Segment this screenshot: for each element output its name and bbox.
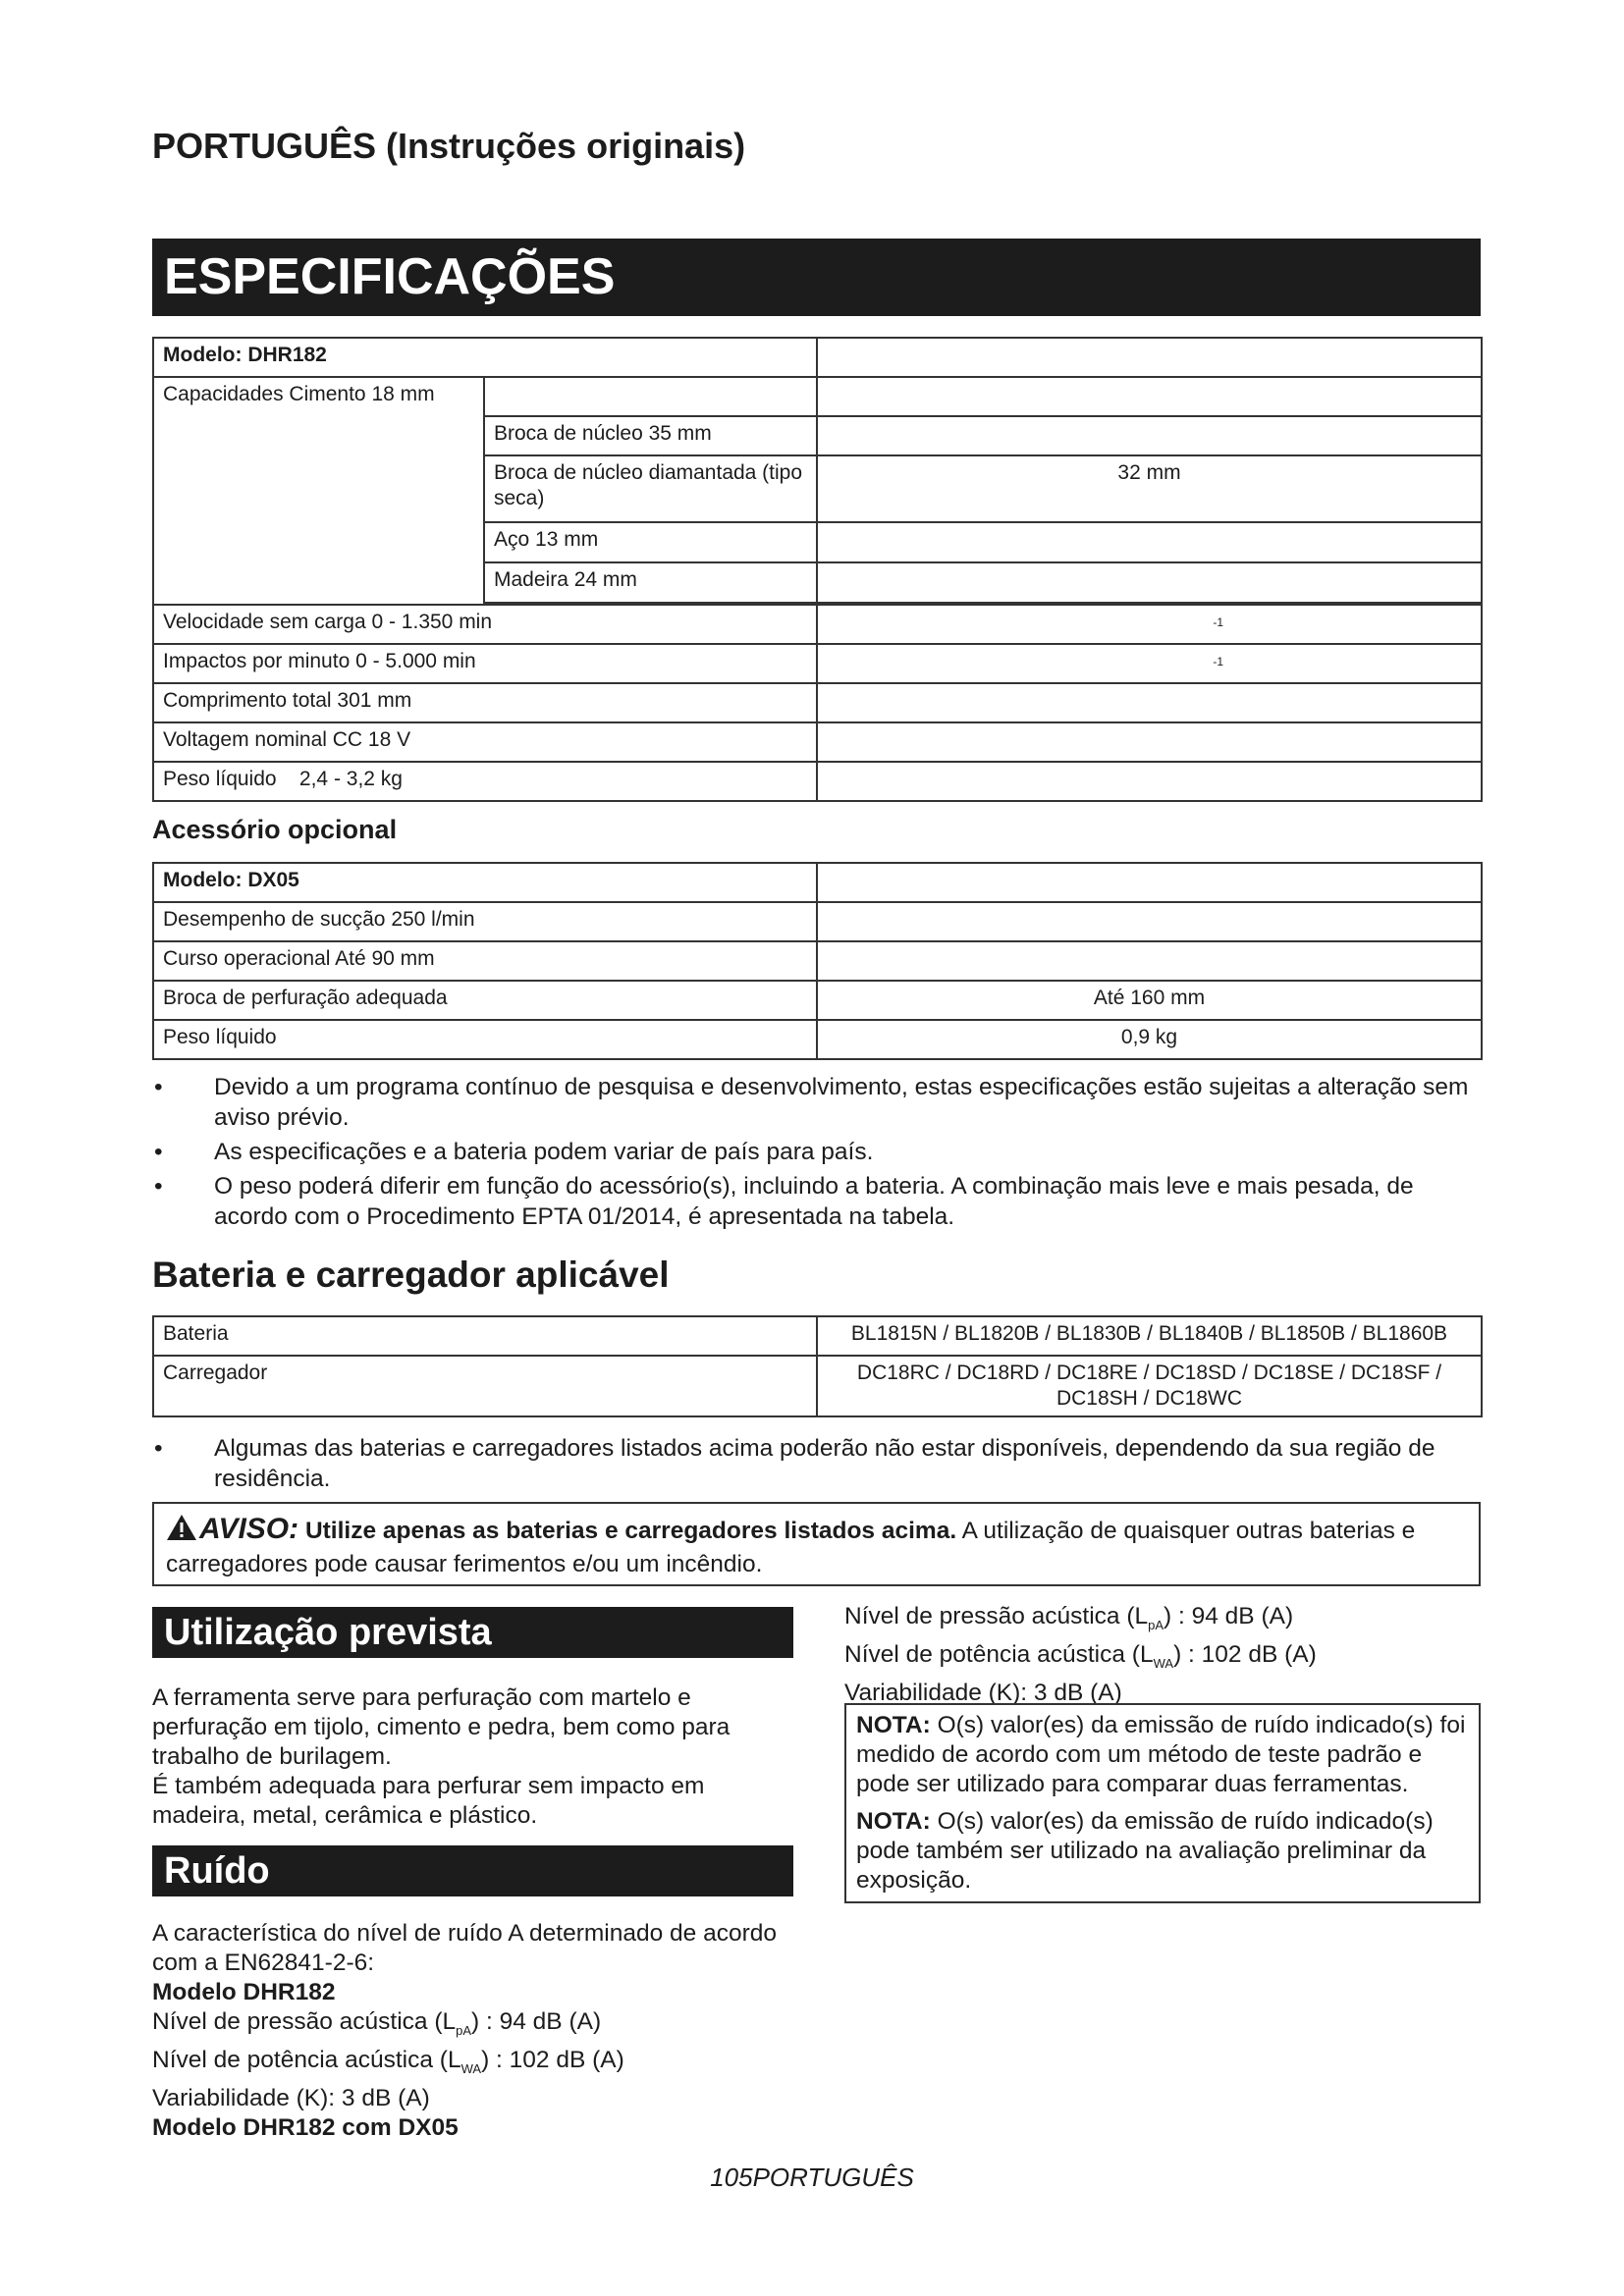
table-cell	[817, 562, 1482, 603]
impacts-label: Impactos por minuto 0 - 5.000 min	[153, 644, 817, 683]
steel-label: Aço 13 mm	[484, 522, 817, 562]
speed-label: Velocidade sem carga 0 - 1.350 min	[153, 605, 817, 644]
spec-notes-list	[152, 1072, 1481, 1236]
table-row	[153, 981, 1482, 1020]
capacities-label: Capacidades Cimento 18 mm	[153, 377, 484, 605]
note-paragraph	[856, 1807, 1469, 1896]
core-bit-label: Broca de núcleo 35 mm	[484, 416, 817, 455]
optional-accessory-heading: Acessório opcional	[152, 815, 398, 844]
suction-value	[817, 902, 1482, 941]
weight-label: Peso líquido 2,4 - 3,2 kg	[153, 762, 817, 801]
table-row	[153, 683, 1482, 722]
intended-use-banner: Utilização prevista	[152, 1607, 793, 1658]
voltage-label: Voltagem nominal CC 18 V	[153, 722, 817, 762]
list-item: • Devido a um programa contínuo de pesquisa e desenvolvimento, estas especificações estão sujeitas a alteração sem aviso prévio.	[152, 1072, 1481, 1133]
model-label: Modelo: DHR182	[153, 338, 817, 377]
intended-use-paragraph: A ferramenta serve para perfuração com martelo e perfuração em tijolo, cimento e pedra, bem como para trabalho de burilagem.	[152, 1684, 731, 1770]
charger-models: DC18RC / DC18RD / DC18RE / DC18SD / DC18SE / DC18SF / DC18SH / DC18WC	[817, 1356, 1482, 1416]
accessory-weight-value: 0,9 kg	[817, 1020, 1482, 1059]
noise-model-heading: Modelo DHR182 com DX05	[152, 2113, 459, 2141]
sound-power-value: ) : 102 dB (A)	[481, 2046, 624, 2073]
sound-power-label: Nível de potência acústica (L	[844, 1640, 1154, 1668]
table-row	[153, 377, 1482, 416]
table-row	[153, 1316, 1482, 1356]
intended-use-paragraph: É também adequada para perfurar sem impacto em madeira, metal, cerâmica e plástico.	[152, 1773, 705, 1829]
battery-notes-list	[152, 1433, 1481, 1498]
page-language-title: PORTUGUÊS (Instruções originais)	[152, 126, 746, 166]
table-cell	[484, 377, 817, 416]
table-row	[153, 722, 1482, 762]
battery-label: Bateria	[153, 1316, 817, 1356]
table-row	[153, 863, 1482, 902]
noise-text	[152, 1919, 790, 2143]
table-cell	[817, 762, 1482, 801]
accessory-table	[152, 862, 1483, 1060]
stroke-label: Curso operacional Até 90 mm	[153, 941, 817, 981]
table-cell	[817, 722, 1482, 762]
page-footer: 105PORTUGUÊS	[710, 2163, 914, 2192]
length-label: Comprimento total 301 mm	[153, 683, 817, 722]
noise-banner: Ruído	[152, 1845, 793, 1896]
table-cell	[817, 338, 1482, 377]
noise-model-heading: Modelo DHR182	[152, 1979, 336, 2005]
table-cell	[817, 377, 1482, 416]
charger-label: Carregador	[153, 1356, 817, 1416]
subscript: WA	[460, 2060, 482, 2076]
drill-bit-label: Broca de perfuração adequada	[153, 981, 817, 1020]
table-cell	[817, 863, 1482, 902]
subscript: pA	[1148, 1617, 1164, 1632]
table-cell	[817, 605, 1482, 644]
noise-intro: A característica do nível de ruído A determinado de acordo com a EN62841-2-6:	[152, 1920, 778, 1976]
note-label: NOTA:	[856, 1712, 931, 1738]
specifications-table	[152, 337, 1483, 802]
stroke-value	[817, 941, 1482, 981]
battery-charger-heading: Bateria e carregador aplicável	[152, 1255, 670, 1295]
table-row	[153, 1356, 1482, 1416]
table-cell	[817, 683, 1482, 722]
wood-label: Madeira 24 mm	[484, 562, 817, 603]
per-minute-superscript: -1	[1213, 655, 1224, 668]
drill-bit-value: Até 160 mm	[817, 981, 1482, 1020]
table-cell	[817, 644, 1482, 683]
sound-power-line	[152, 2046, 790, 2084]
suction-label: Desempenho de sucção 250 l/min	[153, 902, 817, 941]
variability-line: Variabilidade (K): 3 dB (A)	[844, 1679, 1122, 1706]
warning-bold-text: Utilize apenas as baterias e carregadores listados acima.	[304, 1518, 957, 1544]
noise-notes-box	[844, 1703, 1481, 1903]
table-row	[153, 902, 1482, 941]
accessory-model-label: Modelo: DX05	[153, 863, 817, 902]
note-text: O(s) valor(es) da emissão de ruído indicado(s) pode também ser utilizado na avaliação preliminar da exposição.	[856, 1808, 1434, 1894]
note-text: O(s) valor(es) da emissão de ruído indicado(s) foi medido de acordo com um método de teste padrão e pode ser utilizado para comparar duas ferramentas.	[856, 1712, 1466, 1797]
list-item: • As especificações e a bateria podem variar de país para país.	[152, 1137, 1481, 1167]
sound-pressure-label: Nível de pressão acústica (L	[844, 1603, 1149, 1629]
list-item: • O peso poderá diferir em função do acessório(s), incluindo a bateria. A combinação mais leve e mais pesada, de acordo com o Procedimento EPTA 01/2014, é apresentada na tabela.	[152, 1171, 1481, 1232]
warning-triangle-icon	[166, 1514, 197, 1549]
warning-box	[152, 1502, 1481, 1586]
per-minute-superscript: -1	[1213, 615, 1224, 629]
table-row	[153, 762, 1482, 801]
table-cell	[817, 416, 1482, 455]
battery-models: BL1815N / BL1820B / BL1830B / BL1840B / BL1850B / BL1860B	[817, 1316, 1482, 1356]
diamond-bit-value: 32 mm	[817, 455, 1482, 522]
table-row	[153, 644, 1482, 683]
sound-power-value: ) : 102 dB (A)	[1173, 1640, 1317, 1668]
subscript: pA	[456, 2022, 472, 2038]
warning-label: AVISO:	[199, 1513, 299, 1545]
sound-pressure-line	[152, 2007, 790, 2046]
note-paragraph	[856, 1711, 1469, 1799]
variability-line: Variabilidade (K): 3 dB (A)	[152, 2084, 430, 2111]
warning-text: A utilização de quaisquer outras baterias e carregadores pode causar ferimentos e/ou um incêndio.	[166, 1518, 1416, 1577]
sound-pressure-line	[844, 1602, 1483, 1640]
table-row	[153, 1020, 1482, 1059]
sound-power-line	[844, 1640, 1483, 1679]
noise-values-with-accessory	[844, 1602, 1483, 1708]
subscript: WA	[1153, 1655, 1174, 1671]
accessory-weight-label: Peso líquido	[153, 1020, 817, 1059]
table-row	[153, 605, 1482, 644]
sound-power-label: Nível de potência acústica (L	[152, 2046, 461, 2073]
intended-use-text	[152, 1683, 790, 1831]
list-item: • Algumas das baterias e carregadores listados acima poderão não estar disponíveis, dependendo da sua região de residência.	[152, 1433, 1481, 1494]
table-cell	[817, 522, 1482, 562]
sound-pressure-label: Nível de pressão acústica (L	[152, 2008, 457, 2035]
diamond-bit-label: Broca de núcleo diamantada (tipo seca)	[484, 455, 817, 522]
note-label: NOTA:	[856, 1808, 931, 1835]
table-row	[153, 338, 1482, 377]
battery-table	[152, 1315, 1483, 1417]
table-row	[153, 941, 1482, 981]
specifications-banner: ESPECIFICAÇÕES	[152, 239, 1481, 316]
sound-pressure-value: ) : 94 dB (A)	[1164, 1603, 1294, 1629]
sound-pressure-value: ) : 94 dB (A)	[471, 2008, 602, 2035]
